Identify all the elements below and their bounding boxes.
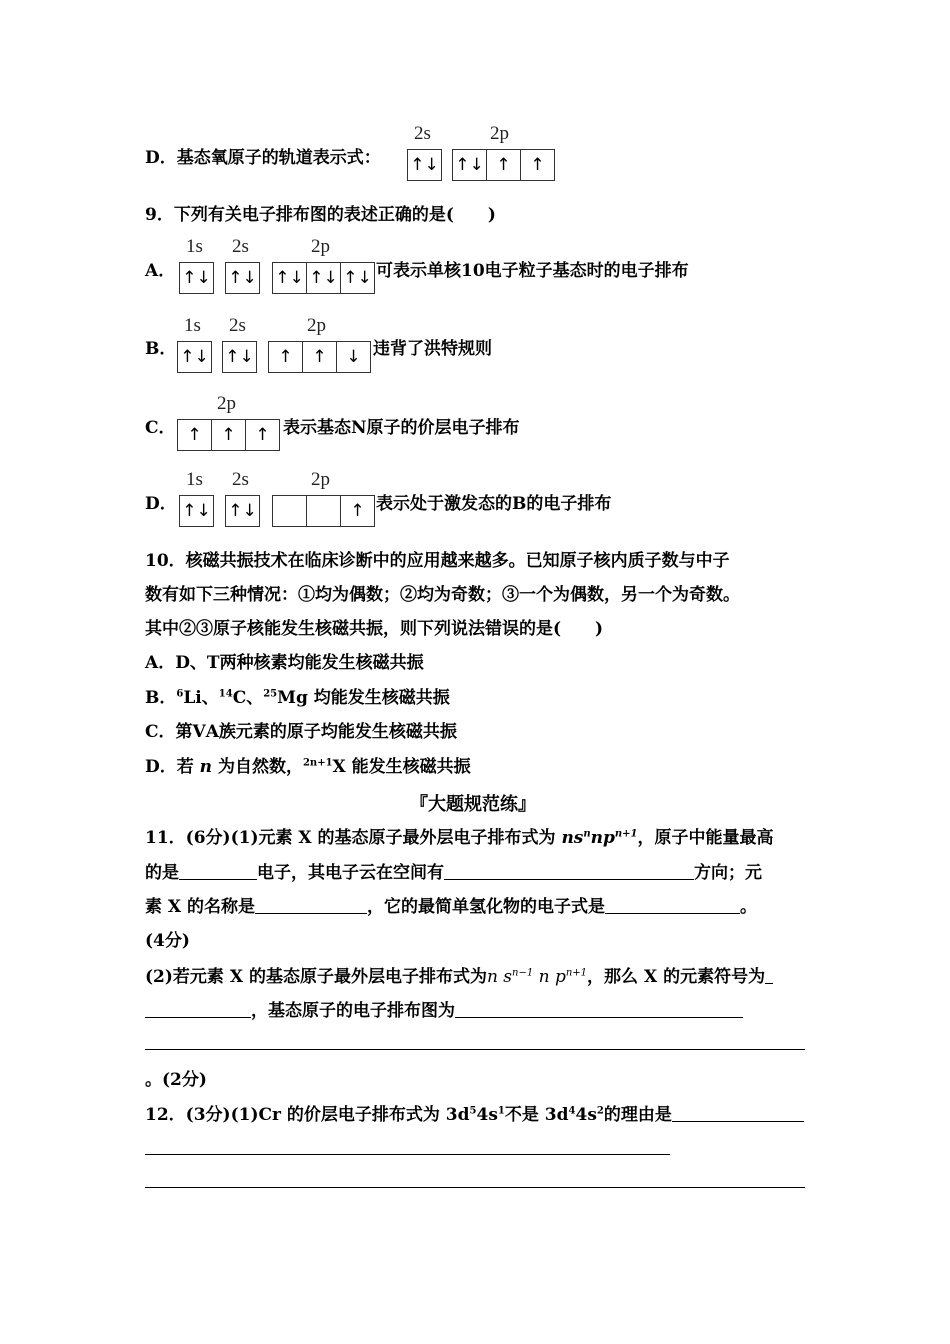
q9-option-b-letter: B． bbox=[145, 339, 177, 359]
answer-blank[interactable] bbox=[455, 999, 743, 1018]
orbital-label: 1s bbox=[186, 236, 203, 257]
orbital-box: ↑↓ bbox=[273, 263, 307, 293]
q9-option-c-text: 表示基态N原子的价层电子排布 bbox=[283, 418, 520, 438]
answer-blank[interactable] bbox=[255, 895, 367, 914]
orbital-label: 2s bbox=[229, 315, 246, 336]
q9-option-d-text: 表示处于激发态的B的电子排布 bbox=[376, 494, 612, 514]
q9-option-c-letter: C． bbox=[145, 418, 176, 438]
q10-line-3: 其中②③原子核能发生核磁共振，则下列说法错误的是( ) bbox=[145, 619, 604, 639]
answer-blank[interactable] bbox=[444, 861, 694, 880]
orbital-label: 2p bbox=[217, 393, 236, 414]
orbital-label-2s: 2s bbox=[414, 123, 431, 144]
q9c-2p-boxes bbox=[177, 419, 280, 451]
answer-line[interactable] bbox=[145, 1154, 670, 1155]
orbital-box: ↑↓ bbox=[180, 347, 209, 367]
orbital-label-2p: 2p bbox=[490, 123, 509, 144]
orbital-label: 2p bbox=[311, 236, 330, 257]
q11-line-6: ，基态原子的电子排布图为 bbox=[145, 999, 743, 1023]
orbital-box: ↑↓ bbox=[182, 501, 211, 521]
q10-option-c: C．第ⅤA族元素的原子均能发生核磁共振 bbox=[145, 722, 457, 742]
orbital-label: 1s bbox=[184, 315, 201, 336]
orbital-box: ↑ bbox=[303, 342, 337, 372]
answer-line[interactable] bbox=[145, 1049, 805, 1050]
answer-blank[interactable] bbox=[179, 861, 257, 880]
q9d-2p-boxes bbox=[272, 495, 375, 527]
orbital-box: ↑↓ bbox=[182, 268, 211, 288]
orbital-label: 2s bbox=[232, 236, 249, 257]
orbital-box: ↑ bbox=[350, 501, 365, 521]
q9b-2s-boxes bbox=[222, 341, 257, 373]
orbital-box: ↑↓ bbox=[228, 268, 257, 288]
q10-line-2: 数有如下三种情况：①均为偶数；②均为奇数；③一个为偶数，另一个为奇数。 bbox=[145, 585, 740, 605]
q8d-2p-boxes bbox=[452, 149, 555, 181]
orbital-box: ↑↓ bbox=[225, 347, 254, 367]
q11-line-4: (4分) bbox=[145, 931, 190, 951]
q8d-2s-boxes bbox=[407, 149, 442, 181]
q11-line-2: 的是 电子，其电子云在空间有 方向；元 bbox=[145, 863, 762, 883]
answer-blank[interactable] bbox=[605, 895, 740, 914]
answer-blank[interactable] bbox=[145, 999, 251, 1018]
orbital-box: ↑↓ bbox=[307, 263, 341, 293]
answer-line[interactable] bbox=[145, 1187, 805, 1188]
orbital-label: 2p bbox=[307, 315, 326, 336]
q9-option-b-text: 违背了洪特规则 bbox=[373, 339, 492, 359]
answer-blank[interactable] bbox=[672, 1103, 804, 1122]
orbital-box bbox=[273, 496, 307, 526]
q9d-1s-boxes bbox=[179, 495, 214, 527]
orbital-box: ↑ bbox=[487, 150, 521, 180]
q9d-2s-boxes bbox=[225, 495, 260, 527]
q9-stem: 9．下列有关电子排布图的表述正确的是( ) bbox=[145, 205, 496, 225]
orbital-box: ↑↓ bbox=[410, 155, 439, 175]
q11-line-8: 。(2分) bbox=[145, 1070, 207, 1090]
orbital-label: 2p bbox=[311, 469, 330, 490]
answer-blank[interactable] bbox=[765, 965, 773, 984]
q8-option-d: D．基态氧原子的轨道表示式： bbox=[145, 148, 381, 168]
orbital-box: ↑↓ bbox=[343, 268, 372, 288]
q9a-2p-boxes bbox=[272, 262, 375, 294]
orbital-box: ↑ bbox=[255, 425, 270, 445]
q9-option-d-letter: D． bbox=[145, 494, 177, 514]
q9-option-a-text: 可表示单核10电子粒子基态时的电子排布 bbox=[376, 261, 689, 281]
orbital-box: ↓ bbox=[346, 347, 361, 367]
orbital-box: ↑↓ bbox=[228, 501, 257, 521]
q11-line-5: (2)若元素 X 的基态原子最外层电子排布式为n $s^{n-1}$ n $p^{n+1}$，那么 X 的元素符号为 bbox=[145, 965, 773, 989]
orbital-box: ↑ bbox=[178, 420, 212, 450]
orbital-box: ↑ bbox=[269, 342, 303, 372]
orbital-box: ↑ bbox=[212, 420, 246, 450]
q10-option-d: D．若 n 为自然数，$^{2n+1}$X 能发生核磁共振 bbox=[145, 757, 471, 777]
orbital-label: 1s bbox=[186, 469, 203, 490]
orbital-box: ↑ bbox=[530, 155, 545, 175]
q12-line-1: 12．(3分)(1)Cr 的价层电子排布式为 $3d^54s^1$不是 $3d^44s^2$的理由是 bbox=[145, 1103, 804, 1127]
q9-option-a-letter: A． bbox=[145, 261, 176, 281]
q9b-2p-boxes bbox=[268, 341, 371, 373]
q9b-1s-boxes bbox=[177, 341, 212, 373]
q10-option-b: B．$^6$Li、$^{14}$C、$^{25}$Mg 均能发生核磁共振 bbox=[145, 688, 450, 708]
q11-line-1: 11．(6分)(1)元素 X 的基态原子最外层电子排布式为 $ns^nnp^{n+1}$，原子中能量最高 bbox=[145, 828, 774, 848]
q11-line-3: 素 X 的名称是 ，它的最简单氢化物的电子式是 。 bbox=[145, 897, 758, 917]
section-banner: 『大题规范练』 bbox=[410, 794, 536, 815]
orbital-box: ↑↓ bbox=[453, 150, 487, 180]
orbital-box bbox=[307, 496, 341, 526]
q10-line-1: 10．核磁共振技术在临床诊断中的应用越来越多。已知原子核内质子数与中子 bbox=[145, 551, 730, 571]
q9a-2s-boxes bbox=[225, 262, 260, 294]
q9a-1s-boxes bbox=[179, 262, 214, 294]
q10-option-a: A．D、T两种核素均能发生核磁共振 bbox=[145, 653, 424, 673]
orbital-label: 2s bbox=[232, 469, 249, 490]
